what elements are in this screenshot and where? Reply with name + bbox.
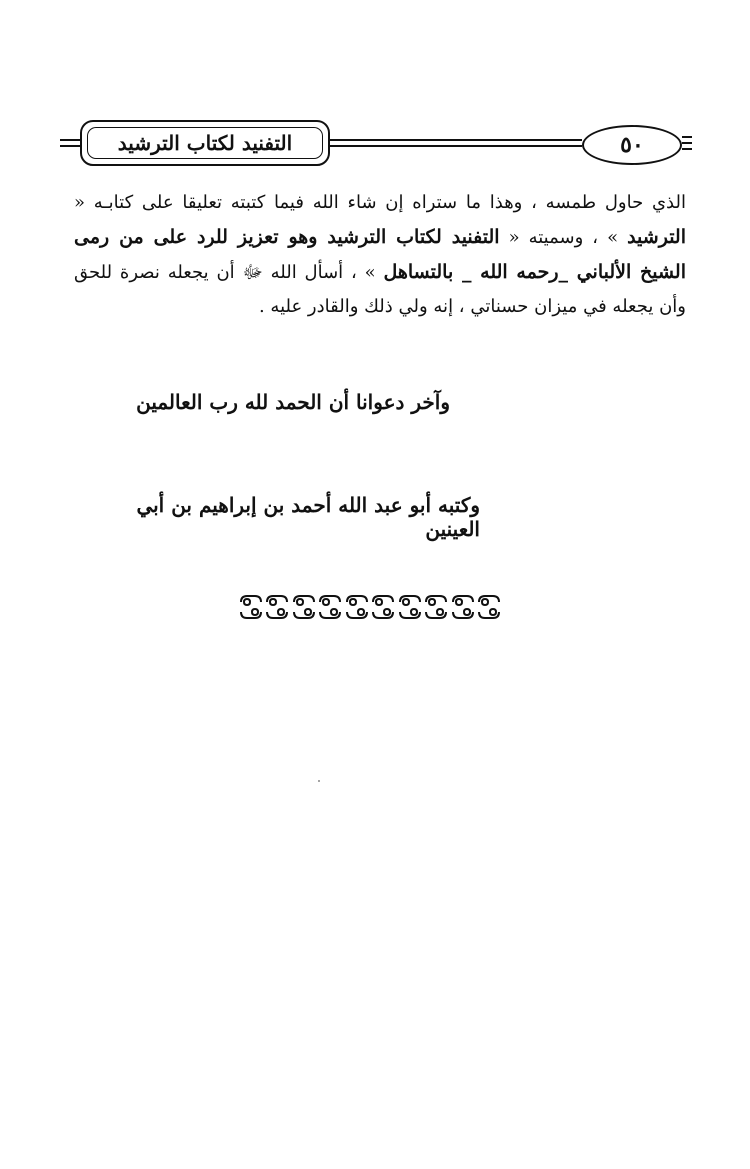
author-signature: وكتبه أبو عبد الله أحمد بن إبراهيم بن أبي العينين: [136, 493, 480, 541]
running-title-frame: [80, 120, 330, 166]
double-spiral-ornament-icon: [238, 593, 264, 621]
double-spiral-ornament-icon: [450, 593, 476, 621]
closing-line: وآخر دعوانا أن الحمد لله رب العالمين: [136, 390, 450, 414]
book-title-bold: التفنيد لكتاب الترشيد وهو تعزيز للرد على من رمى الشيخ الألباني _رحمه الله _ بالتساهل: [74, 226, 687, 283]
text-run: » ، وسميته «: [499, 227, 628, 248]
header-rule: [60, 139, 80, 141]
header-rule: [330, 139, 582, 141]
double-spiral-ornament-icon: [264, 593, 290, 621]
header-rule: [682, 142, 692, 144]
text-run: » ، أسأل الله ﷻ أن يجعله نصرة للحق وأن يجعله في ميزان حسناتي ، إنه ولي ذلك والقادر عليه .: [74, 262, 686, 317]
header-rule: [682, 136, 692, 138]
paper-speck: [318, 780, 320, 782]
double-spiral-ornament-icon: [291, 593, 317, 621]
header-rule: [60, 145, 80, 147]
page-header: [60, 112, 692, 180]
text-run: الذي حاول طمسه ، وهذا ما ستراه إن شاء الله فيما كتبته تعليقا على كتابـه «: [74, 192, 686, 213]
page-number: ٥٠: [582, 125, 682, 165]
double-spiral-ornament-icon: [476, 593, 502, 621]
running-title: التفنيد لكتاب الترشيد: [87, 127, 323, 159]
double-spiral-ornament-icon: [317, 593, 343, 621]
book-title-bold: الترشيد: [627, 226, 686, 248]
header-rule: [330, 145, 582, 147]
double-spiral-ornament-icon: [370, 593, 396, 621]
body-paragraph: [74, 186, 686, 324]
ornament-divider: [238, 593, 502, 621]
double-spiral-ornament-icon: [344, 593, 370, 621]
header-rule: [682, 148, 692, 150]
double-spiral-ornament-icon: [397, 593, 423, 621]
double-spiral-ornament-icon: [423, 593, 449, 621]
